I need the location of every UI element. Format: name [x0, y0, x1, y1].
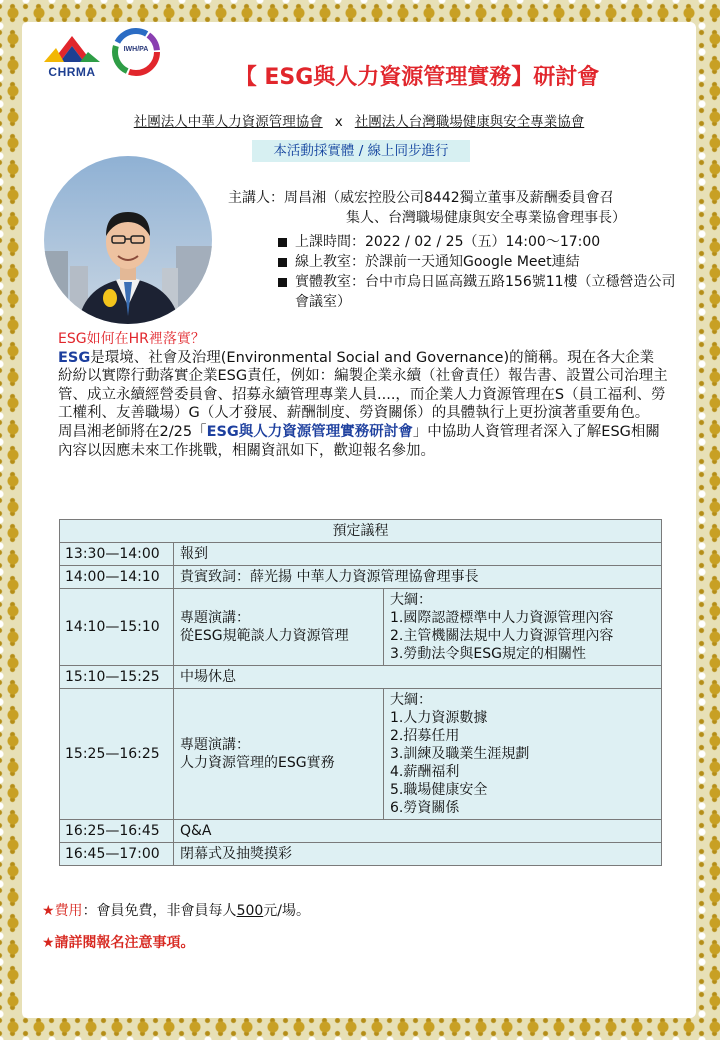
speaker-info — [228, 188, 678, 312]
square-bullet-icon — [278, 278, 287, 287]
chrma-logo-text: CHRMA — [48, 65, 96, 79]
esg-keyword: ESG — [58, 349, 91, 366]
agenda-time: 15:25—16:25 — [60, 689, 174, 820]
registration-note[interactable] — [42, 932, 195, 952]
agenda-desc: 報到 — [174, 543, 662, 566]
intro-paragraph-1: ESG是環境、社會及治理(Environmental Social and Governance)的簡稱。現在各大企業紛紛以實際行動落實企業ESG責任，例如：編製企業永續（社會責任）報告書、設置公司治理主管、成立永續經營委員會、招募永續管理專業人員....，而企業人力資源管理在S（員工福利、勞工權利、友善職場）G（人才發展、薪酬制度、勞資關係）的具體執行上更扮演著重要角色。 — [58, 349, 668, 422]
agenda-header: 預定議程 — [60, 520, 662, 543]
agenda-time: 15:10—15:25 — [60, 666, 174, 689]
agenda-time: 16:25—16:45 — [60, 820, 174, 843]
event-mode-banner: 本活動採實體 / 線上同步進行 — [252, 140, 470, 162]
agenda-time: 13:30—14:00 — [60, 543, 174, 566]
agenda-header-row — [60, 520, 662, 543]
fee-label: 費用 — [54, 903, 83, 919]
chrma-logo — [40, 32, 104, 80]
table-row — [60, 820, 662, 843]
flyer-card — [22, 22, 696, 1018]
agenda-desc: 閉幕式及抽獎摸彩 — [174, 843, 662, 866]
agenda-outline: 大綱： 1.人力資源數據 2.招募任用 3.訓練及職業生涯規劃 4.薪酬福利 5.職場健康安全 6.勞資關係 — [384, 689, 662, 820]
square-bullet-icon — [278, 238, 287, 247]
registration-note-text: 請詳閱報名注意事項。 — [54, 935, 195, 951]
speaker-intro-line2: 集人、台灣職場健康與安全專業協會理事長） — [346, 210, 626, 226]
table-row — [60, 666, 662, 689]
event-detail-online: 線上教室：於課前一天通知Google Meet連結 — [278, 252, 678, 272]
organizer-separator: x — [334, 114, 343, 130]
table-row — [60, 543, 662, 566]
agenda-time: 14:10—15:10 — [60, 589, 174, 666]
organizer-left: 社團法人中華人力資源管理協會 — [133, 114, 323, 130]
event-detail-venue: 實體教室：台中市烏日區高鐵五路156號11樓（立穩營造公司會議室） — [278, 272, 678, 312]
table-row — [60, 689, 662, 820]
table-row — [60, 589, 662, 666]
agenda-time: 14:00—14:10 — [60, 566, 174, 589]
star-icon: ★ — [42, 903, 55, 919]
speaker-photo — [44, 156, 212, 324]
organizer-right: 社團法人台灣職場健康與安全專業協會 — [354, 114, 585, 130]
page-title: 【 ESG與人力資源管理實務】研討會 — [234, 65, 600, 90]
intro-section — [58, 330, 668, 460]
agenda-outline: 大綱： 1.國際認證標準中人力資源管理內容 2.主管機關法規中人力資源管理內容 3.勞動法令與ESG規定的相關性 — [384, 589, 662, 666]
agenda-desc: 貴賓致詞：薛光揚 中華人力資源管理協會理事長 — [174, 566, 662, 589]
agenda-desc: 中場休息 — [174, 666, 662, 689]
speaker-intro-line1: 主講人：周昌湘（威宏控股公司8442獨立董事及薪酬委員會召 — [228, 190, 614, 206]
star-icon: ★ — [42, 935, 55, 951]
square-bullet-icon — [278, 258, 287, 267]
table-row — [60, 843, 662, 866]
agenda-desc: Q&A — [174, 820, 662, 843]
event-detail-time: 上課時間：2022 / 02 / 25（五）14:00～17:00 — [278, 232, 678, 252]
organizers — [22, 110, 696, 130]
iwh-logo — [110, 26, 162, 78]
table-row — [60, 566, 662, 589]
fee-amount: 500 — [236, 903, 264, 919]
agenda-topic: 專題演講： 人力資源管理的ESG實務 — [174, 689, 384, 820]
intro-paragraph-2: 周昌湘老師將在2/25「ESG與人力資源管理實務研討會」中協助人資管理者深入了解ESG相關內容以因應未來工作挑戰，相關資訊如下，歡迎報名參加。 — [58, 423, 660, 459]
agenda-table — [59, 519, 662, 866]
agenda-topic: 專題演講： 從ESG規範談人力資源管理 — [174, 589, 384, 666]
intro-question: ESG如何在HR裡落實？ — [58, 331, 205, 347]
fee-line: ★費用：會員免費，非會員每人500元/場。 — [42, 903, 311, 919]
event-details — [228, 232, 678, 312]
seminar-name-highlight: ESG與人力資源管理實務研討會 — [206, 423, 413, 440]
iwh-logo-text: IWH/PA — [123, 46, 149, 53]
agenda-time: 16:45—17:00 — [60, 843, 174, 866]
